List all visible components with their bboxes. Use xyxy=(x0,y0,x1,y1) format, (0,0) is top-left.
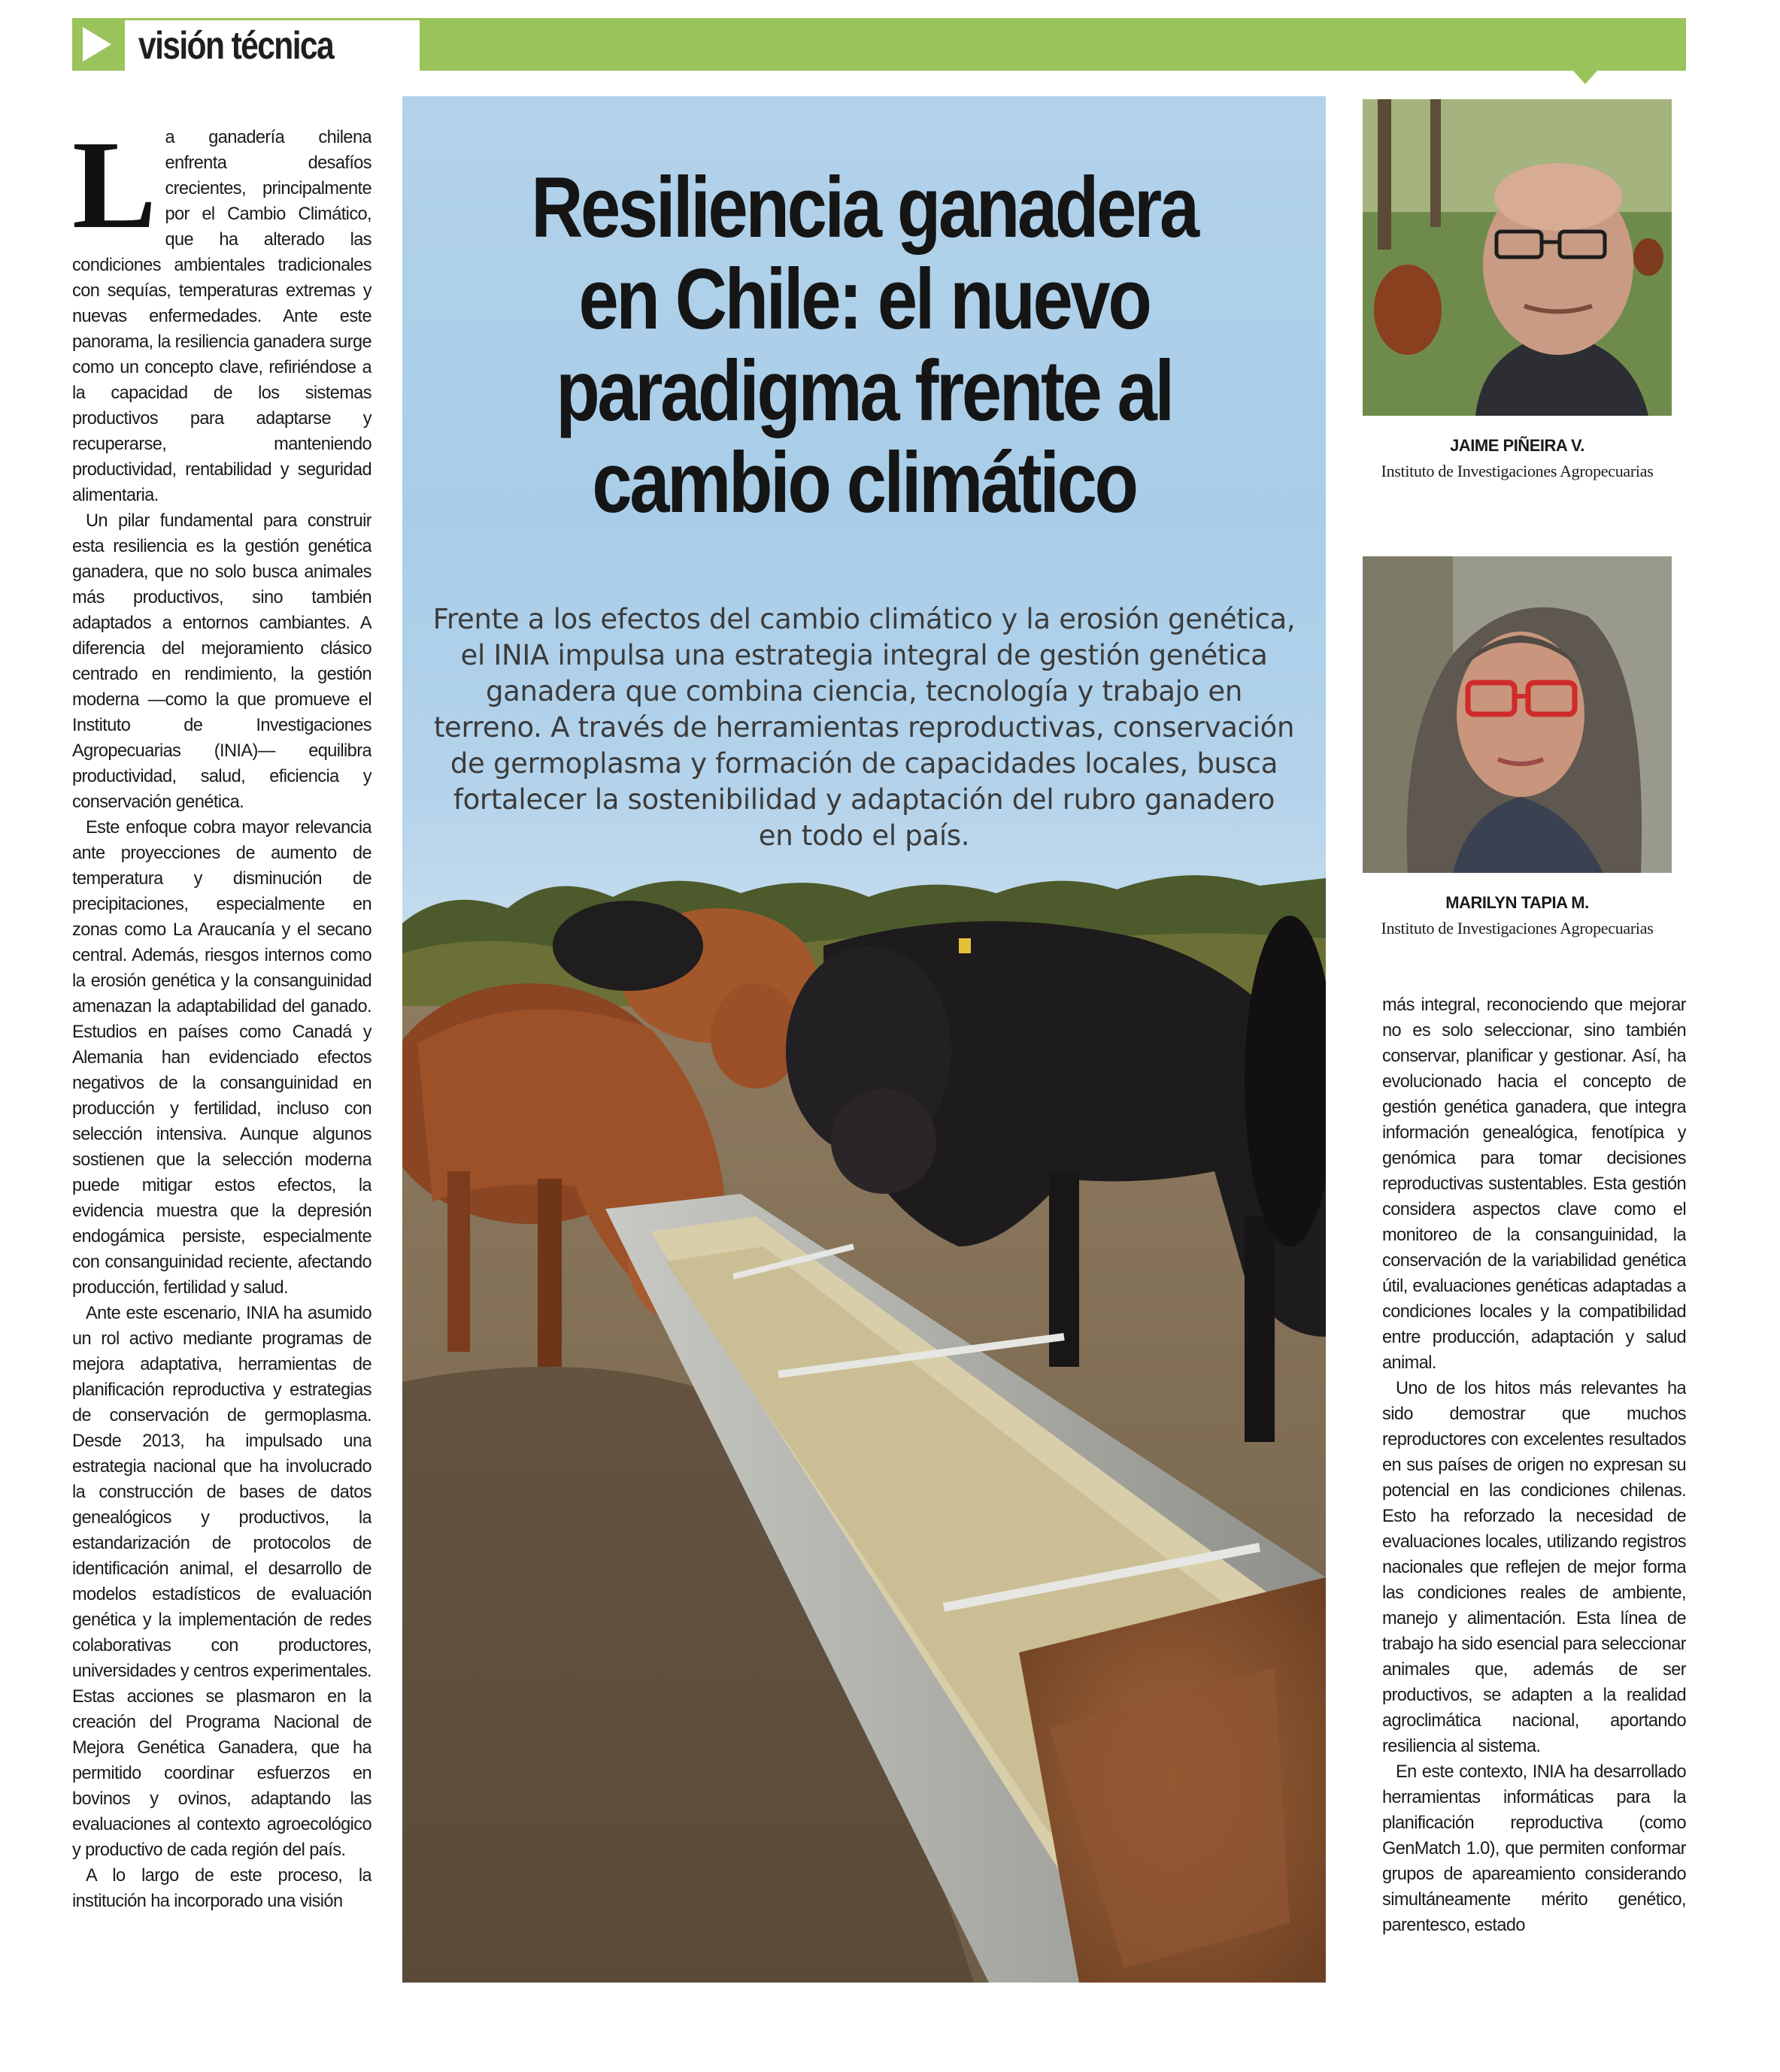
left-paragraph-1: La ganadería chilena enfrenta desafíos crecientes, principalmente por el Cambio Climático, que ha alterado las condiciones ambientales tradicionales con sequías, temperaturas extremas y nuevas enfermedades. Ante este panorama, la resiliencia ganadera surge como un concepto clave, refiriéndose a la capacidad de los sistemas productivos para adaptarse y recuperarse, manteniendo productividad, rentabilidad y seguridad alimentaria. xyxy=(72,125,371,505)
left-text-column xyxy=(72,125,371,1986)
author-name-1: JAIME PIÑEIRA V. xyxy=(1450,436,1584,455)
author-portrait-jaime xyxy=(1363,99,1672,416)
section-notch xyxy=(1573,71,1597,84)
drop-cap: L xyxy=(72,125,156,255)
section-label: visión técnica xyxy=(138,24,334,68)
author-name-2: MARILYN TAPIA M. xyxy=(1445,893,1589,912)
article-subtitle: Frente a los efectos del cambio climático y la erosión genética, el INIA impulsa una estrategia integral de gestión genética ganadera que combina ciencia, tecnología y trabajo en terreno. A través de herramientas reproductivas, conservación de germoplasma y formación de capacidades locales, busca fortalecer la sostenibilidad y adaptación del rubro ganadero en todo el país. xyxy=(432,603,1296,852)
author-portrait-marilyn xyxy=(1363,556,1672,873)
right-paragraph-2: Uno de los hitos más relevantes ha sido demostrar que muchos reproductores con excelentes resultados en sus países de origen no expresan su potencial en las condiciones chilenas. Esto ha reforzado la necesidad de evaluaciones locales, utilizando registros nacionales que reflejen de mejor forma las condiciones reales de ambiente, manejo y alimentación. Esta línea de trabajo ha sido esencial para seleccionar animales que, además de ser productivos, se adapten a la realidad agroclimática nacional, aportando resiliencia al sistema. xyxy=(1382,1379,1686,1756)
portrait-photo-1 xyxy=(1363,99,1672,416)
play-triangle-icon xyxy=(83,27,111,62)
cattle-feeding-photo xyxy=(402,856,1326,1983)
section-header-bar xyxy=(72,18,1686,71)
hero-block xyxy=(402,96,1326,1983)
article-title: Resiliencia ganadera en Chile: el nuevo paradigma frente al cambio climático xyxy=(531,160,1197,531)
right-text-column xyxy=(1382,992,1686,1986)
right-paragraph-1: más integral, reconociendo que mejorar no es solo seleccionar, sino también conservar, planificar y gestionar. Así, ha evolucionado hacia el concepto de gestión genética ganadera, que integra información genealógica, fenotípica y genómica para tomar decisiones reproductivas sustentables. Esta gestión considera aspectos clave como el monitoreo de la consanguinidad, la conservación de la variabilidad genética útil, evaluaciones genéticas adaptadas a condiciones locales y la compatibilidad entre producción, adaptación y salud animal. xyxy=(1382,995,1686,1373)
portrait-photo-2 xyxy=(1363,556,1672,873)
left-paragraph-4: Ante este escenario, INIA ha asumido un rol activo mediante programas de mejora adaptativa, herramientas de planificación reproductiva y estrategias de conservación de germoplasma. Desde 2013, ha impulsado una estrategia nacional que ha involucrado la construcción de bases de datos genealógicos y productivos, la estandarización de protocolos de identificación animal, el desarrollo de modelos estadísticos de evaluación genética y la implementación de redes colaborativas con productores, universidades y centros experimentales. Estas acciones se plasmaron en la creación del Programa Nacional de Mejora Genética Ganadera, que ha permitido coordinar esfuerzos en bovinos y ovinos, adaptando las evaluaciones al contexto agroecológico y productivo de cada región del país. xyxy=(72,1304,371,1860)
right-paragraph-3: En este contexto, INIA ha desarrollado herramientas informáticas para la planificación reproductiva (como GenMatch 1.0), que permiten conformar grupos de apareamiento considerando simultáneamente mérito genético, parentesco, estado xyxy=(1382,1762,1686,1935)
left-paragraph-3: Este enfoque cobra mayor relevancia ante proyecciones de aumento de temperatura y disminución de precipitaciones, especialmente en zonas como La Araucanía y el secano central. Además, riesgos internos como la erosión genética y la consanguinidad amenazan la adaptabilidad del ganado. Estudios en países como Canadá y Alemania han evidenciado efectos negativos de la consanguinidad en producción y fertilidad, incluso con selección intensiva. Aunque algunos sostienen que la selección moderna puede mitigar estos efectos, la evidencia muestra que la depresión endogámica persiste, especialmente con consanguinidad reciente, afectando producción, fertilidad y salud. xyxy=(72,818,371,1298)
section-label-box xyxy=(125,18,420,71)
left-paragraph-2: Un pilar fundamental para construir esta resiliencia es la gestión genética ganadera, que no solo busca animales más productivos, sino también adaptados a entornos cambiantes. A diferencia del mejoramiento clásico centrado en rendimiento, la gestión moderna —como la que promueve el Instituto de Investigaciones Agropecuarias (INIA)— equilibra productividad, salud, eficiencia y conservación genética. xyxy=(72,511,371,812)
author-institution-2: Instituto de Investigaciones Agropecuarias xyxy=(1381,919,1654,938)
left-paragraph-5: A lo largo de este proceso, la institución ha incorporado una visión xyxy=(72,1866,371,1911)
author-institution-1: Instituto de Investigaciones Agropecuarias xyxy=(1381,462,1654,480)
